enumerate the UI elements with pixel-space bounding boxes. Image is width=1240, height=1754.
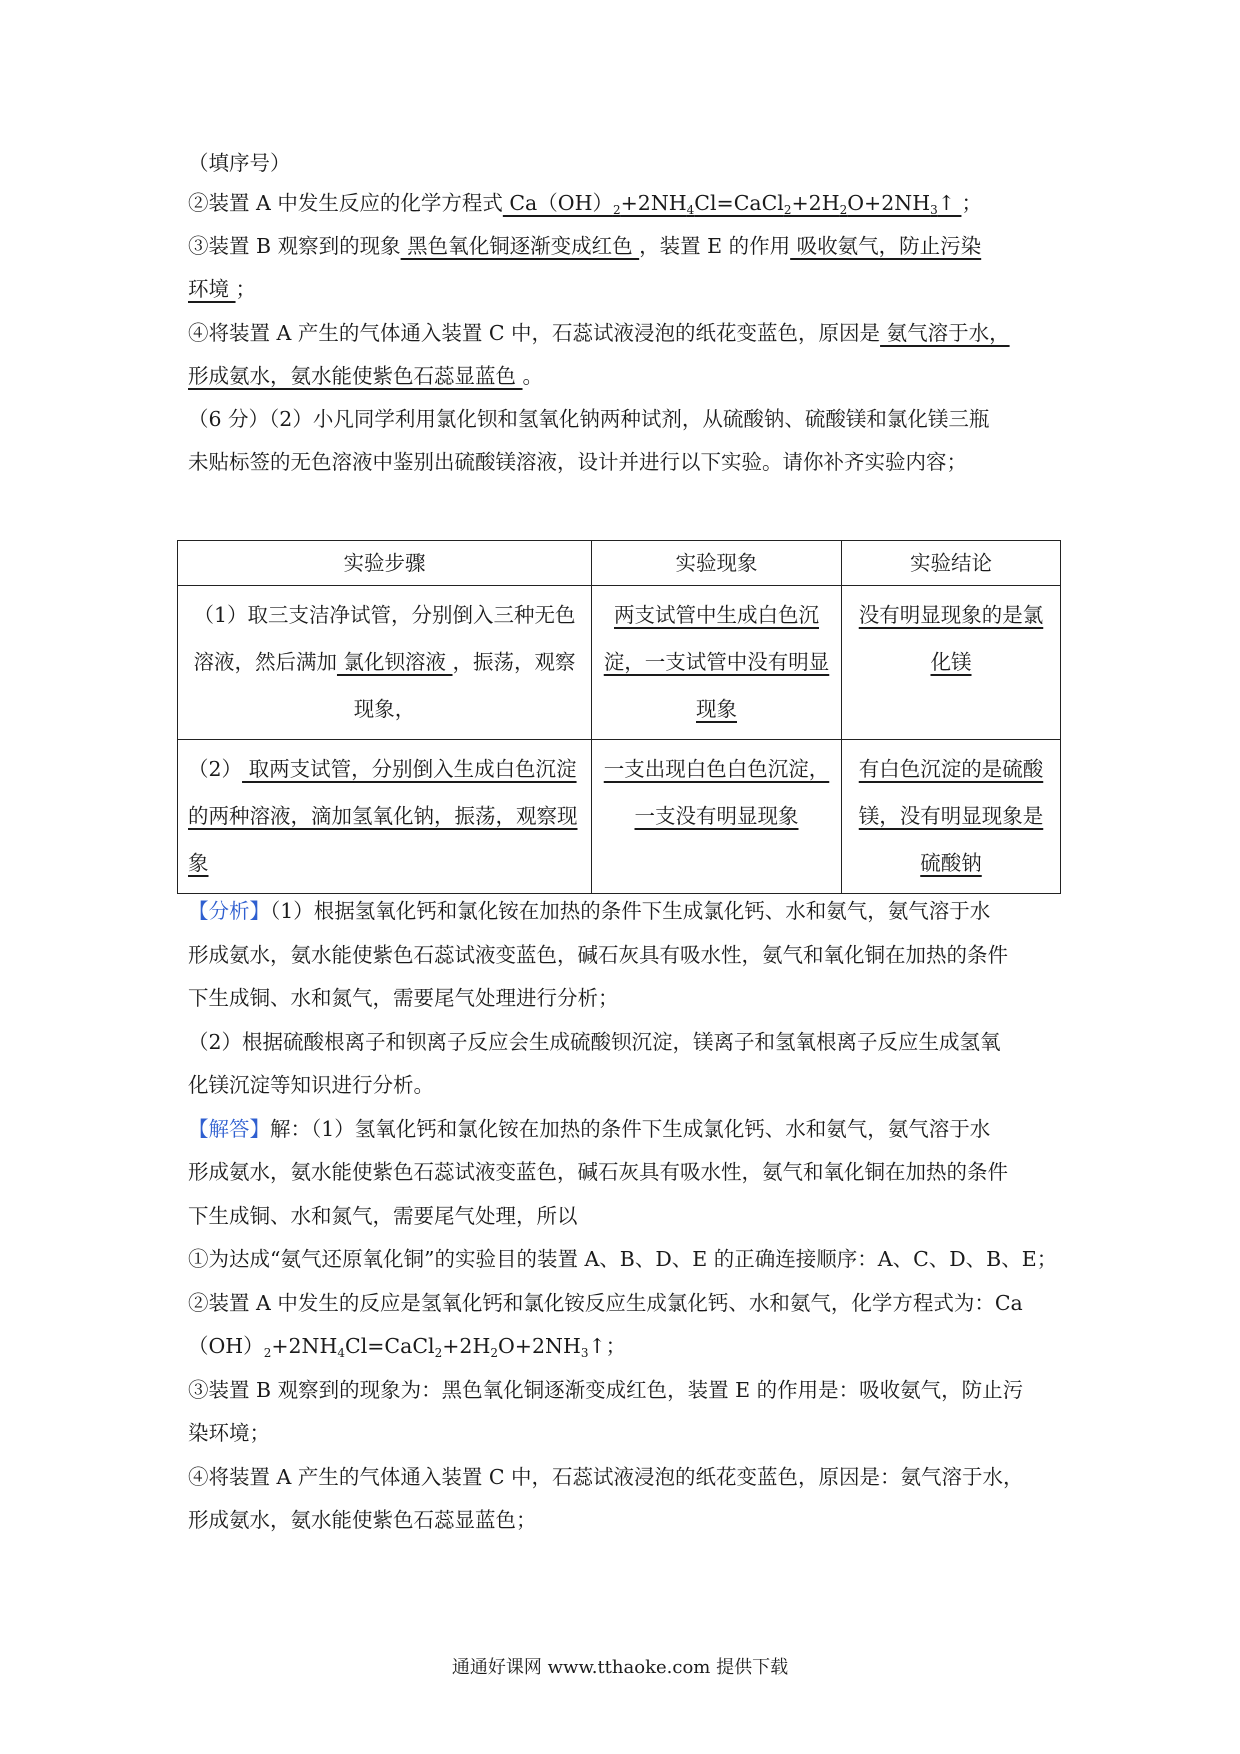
solution-equation-line: $(OH)_2+2NH_4Cl=CaCl_2+2H_2O+2NH_3↑$； [188,1334,627,1360]
header-phenomenon: 实验现象 [592,541,842,586]
analysis-line: （2）根据硫酸根离子和钡离子反应会生成硫酸钡沉淀，镁离子和氢氧根离子反应生成氢氧 [188,1030,1001,1054]
answer-blank: 吸收氨气，防止污染 [790,234,982,258]
answer-blank: 形成氨水，氨水能使紫色石蕊显蓝色 [188,364,523,388]
answer-blank: 没有明显现象的是氯化镁 [858,603,1044,674]
question-3-line-cont: 环境 ； [188,277,257,301]
answer-blank: 有白色沉淀的是硫酸镁，没有明显现象是硫酸钠 [858,757,1044,875]
analysis-tag: 【分析】 [188,899,270,923]
answer-blank: 氨气溶于水， [880,321,1010,345]
question-3-line: ③装置 B 观察到的现象 黑色氧化铜逐渐变成红色 ，装置 E 的作用 吸收氨气，防止污染 [188,234,982,258]
experiment-table [177,540,1061,894]
question-4-line-cont: 形成氨水，氨水能使紫色石蕊显蓝色 。 [188,364,544,388]
conclusion-cell [842,586,1061,740]
table-header-row [178,541,1061,586]
solution-line: 形成氨水，氨水能使紫色石蕊试液变蓝色，碱石灰具有吸水性，氨气和氧化铜在加热的条件 [188,1160,1008,1184]
header-conclusion: 实验结论 [842,541,1061,586]
part-2-intro: （6 分）（2）小凡同学利用氯化钡和氢氧化钠两种试剂，从硫酸钠、硫酸镁和氯化镁三瓶 [188,407,990,431]
step-cell: （1）取三支洁净试管，分别倒入三种无色溶液，然后满加 氯化钡溶液 ，振荡，观察现象， [178,586,592,740]
solution-line: ①为达成“氨气还原氧化铜”的实验目的装置 A、B、D、E 的正确连接顺序：A、C、D、B、E； [188,1247,1058,1271]
question-2-line: ②装置 A 中发生反应的化学方程式 $Ca(OH)_2+2NH_4Cl=CaCl_2+2H_2O+2NH_3↑$ ； [188,191,982,217]
answer-blank: 取两支试管，分别倒入生成白色沉淀的两种溶液，滴加氢氧化钠，振荡，观察现象 [188,757,578,875]
table-row [178,740,1061,894]
analysis-line: 【分析】（1）根据氢氧化钙和氯化铵在加热的条件下生成氯化钙、水和氨气，氨气溶于水 [188,899,991,923]
solution-line: 【解答】解：（1）氢氧化钙和氯化铵在加热的条件下生成氯化钙、水和氨气，氨气溶于水 [188,1117,991,1141]
analysis-line: 形成氨水，氨水能使紫色石蕊试液变蓝色，碱石灰具有吸水性，氨气和氧化铜在加热的条件 [188,943,1008,967]
solution-line: 形成氨水，氨水能使紫色石蕊显蓝色； [188,1508,537,1532]
step-cell: （2） 取两支试管，分别倒入生成白色沉淀的两种溶液，滴加氢氧化钠，振荡，观察现象 [178,740,592,894]
answer-blank: 氯化钡溶液 [336,650,453,674]
answer-blank: 两支试管中生成白色沉淀，一支试管中没有明显现象 [603,603,830,721]
phenomenon-cell [592,586,842,740]
solution-line: ②装置 A 中发生的反应是氢氧化钙和氯化铵反应生成氯化钙、水和氨气，化学方程式为：Ca [188,1291,1023,1315]
answer-equation: $Ca(OH)_2+2NH_4Cl=CaCl_2+2H_2O+2NH_3↑$ [502,191,962,217]
header-steps: 实验步骤 [178,541,592,586]
answer-blank: 黑色氧化铜逐渐变成红色 [400,234,640,258]
conclusion-cell [842,740,1061,894]
answer-blank: 环境 [188,277,236,301]
hint-text: （填序号） [188,151,291,175]
solution-line: ④将装置 A 产生的气体通入装置 C 中，石蕊试液浸泡的纸花变蓝色，原因是：氨气溶于水， [188,1465,1024,1489]
solution-line: ③装置 B 观察到的现象为：黑色氧化铜逐渐变成红色，装置 E 的作用是：吸收氨气，防止污 [188,1378,1024,1402]
solution-line: 染环境； [188,1421,270,1445]
analysis-line: 下生成铜、水和氮气，需要尾气处理进行分析； [188,986,619,1010]
phenomenon-cell [592,740,842,894]
answer-blank: 一支出现白色白色沉淀，一支没有明显现象 [603,757,830,828]
analysis-line: 化镁沉淀等知识进行分析。 [188,1073,434,1097]
fill-number-hint [188,148,1058,178]
question-4-line: ④将装置 A 产生的气体通入装置 C 中，石蕊试液浸泡的纸花变蓝色，原因是 氨气溶于水， [188,321,1010,345]
part-2-intro-cont: 未贴标签的无色溶液中鉴别出硫酸镁溶液，设计并进行以下实验。请你补齐实验内容； [188,450,967,474]
page-footer: 通通好课网 www.tthaoke.com 提供下载 [451,1657,789,1678]
solution-line: 下生成铜、水和氮气，需要尾气处理，所以 [188,1204,578,1228]
table-row [178,586,1061,740]
solution-tag: 【解答】 [188,1117,270,1141]
question-text: ②装置 A 中发生反应的化学方程式 [188,191,503,215]
